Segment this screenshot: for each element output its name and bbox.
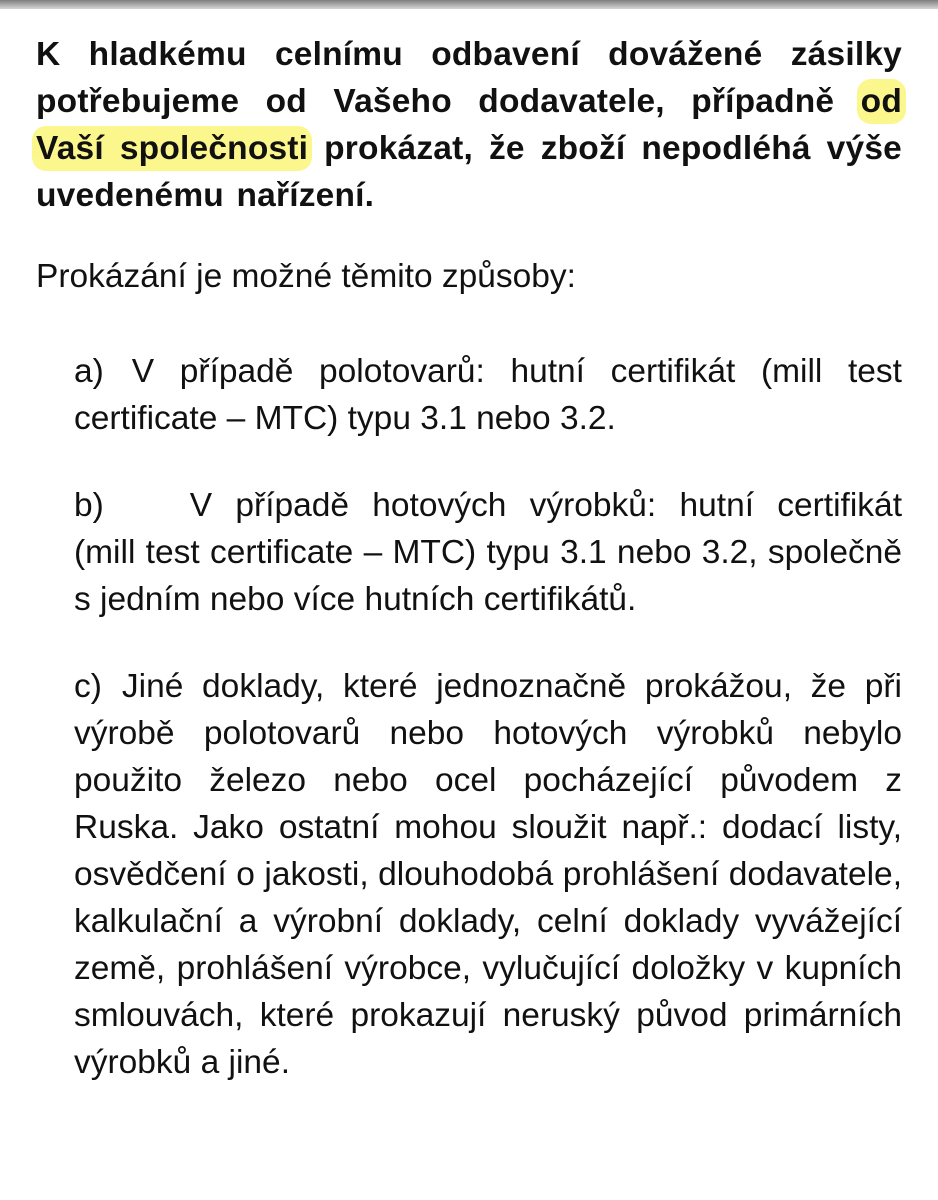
- item-letter: a): [74, 353, 104, 390]
- intro-paragraph: [36, 31, 902, 219]
- list-item-c: [74, 663, 902, 1086]
- item-text: V případě hotových výrobků: hutní certifikát (mill test certificate – MTC) typu 3.1 nebo 3.2, společně s jedním nebo více hutních certifikátů.: [74, 487, 902, 618]
- list-item-a: [74, 348, 902, 442]
- item-letter: c): [74, 668, 102, 705]
- methods-lead: Prokázání je možné těmito způsoby:: [36, 258, 576, 295]
- top-divider: [0, 0, 938, 9]
- item-text: Jiné doklady, které jednoznačně prokážou, že při výrobě polotovarů nebo hotových výrobků nebylo použito železo nebo ocel pocházející původem z Ruska. Jako ostatní mohou sloužit např.: dodací listy, osvědčení o jakosti, dlouhodobá prohlášení dodavatele, kalkulační a výrobní doklady, celní doklady vyvážející země, prohlášení výrobce, vylučující doložky v kupních smlouvách, které prokazují neruský původ primárních výrobků a jiné.: [74, 668, 902, 1081]
- methods-list: [74, 348, 902, 1086]
- document-body: [36, 31, 902, 1126]
- list-item-b: [74, 482, 902, 623]
- intro-text-end: prokázat, že zboží nepodléhá výše uvedenému nařízení.: [36, 130, 902, 214]
- highlighted-text: od Vaší společnosti: [36, 83, 902, 167]
- intro-text-start: K hladkému celnímu odbavení dovážené zásilky potřebujeme od Vašeho dodavatele, případně: [36, 36, 902, 120]
- item-letter: b): [74, 487, 104, 524]
- item-text: V případě polotovarů: hutní certifikát (mill test certificate – MTC) typu 3.1 nebo 3.2.: [74, 353, 902, 437]
